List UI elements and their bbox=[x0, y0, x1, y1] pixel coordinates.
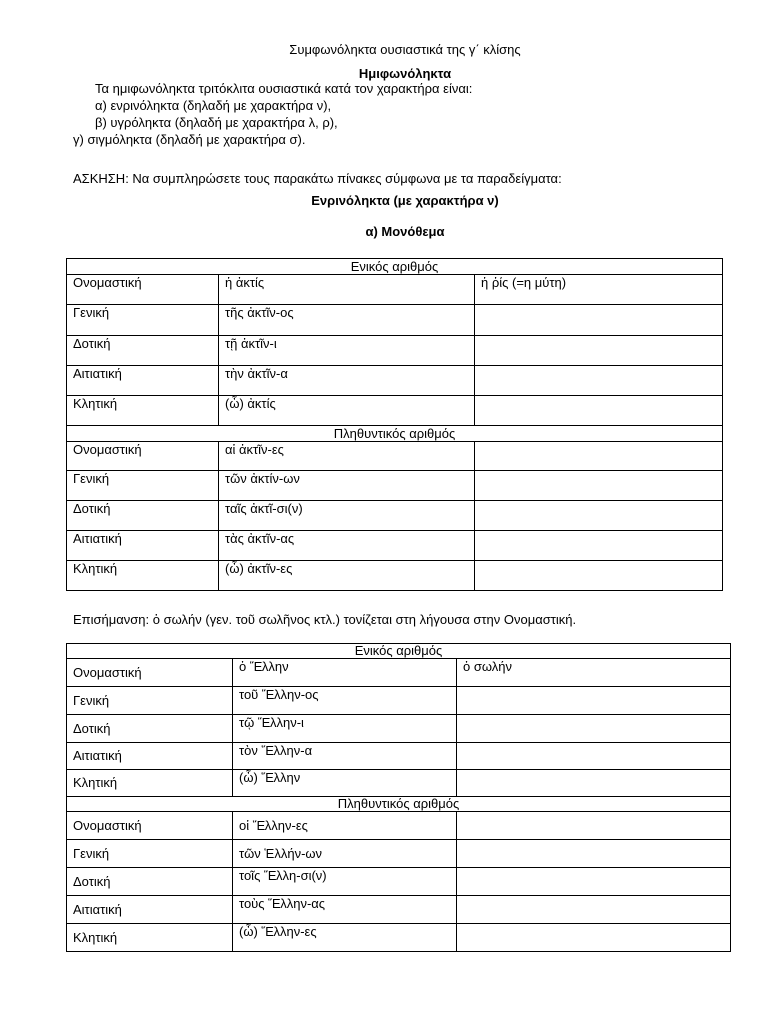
case-label: Δοτική bbox=[67, 501, 219, 531]
case-label: Γενική bbox=[67, 687, 233, 715]
exercise-instruction: ΑΣΚΗΣΗ: Να συμπληρώσετε τους παρακάτω πίνακες σύμφωνα με τα παραδείγματα: bbox=[73, 171, 562, 186]
example-form: ταῖς ἀκτῖ-σι(ν) bbox=[219, 501, 475, 531]
exercise-cell[interactable] bbox=[457, 770, 731, 797]
exercise-cell[interactable] bbox=[475, 561, 723, 591]
exercise-cell[interactable] bbox=[457, 743, 731, 770]
exercise-cell[interactable] bbox=[475, 396, 723, 426]
example-form: ἡ ἀκτίς bbox=[219, 275, 475, 305]
example-form: τῶν ἀκτίν-ων bbox=[219, 471, 475, 501]
example-form: τοὺς Ἕλλην-ας bbox=[233, 896, 457, 924]
exercise-cell[interactable] bbox=[457, 896, 731, 924]
exercise-cell[interactable] bbox=[457, 715, 731, 743]
case-label: Δοτική bbox=[67, 336, 219, 366]
case-label: Κλητική bbox=[67, 924, 233, 952]
list-item-nasal: α) ενρινόληκτα (δηλαδή με χαρακτήρα ν), bbox=[95, 98, 332, 113]
singular-header: Ενικός αριθμός bbox=[67, 259, 723, 275]
example-form: τὸν Ἕλλην-α bbox=[233, 743, 457, 770]
case-label: Αιτιατική bbox=[67, 531, 219, 561]
case-label: Κλητική bbox=[67, 770, 233, 797]
example-form: τῶν Ἑλλήν-ων bbox=[233, 840, 457, 868]
case-label: Κλητική bbox=[67, 396, 219, 426]
section-heading-nasal: Ενρινόληκτα (με χαρακτήρα ν) bbox=[311, 193, 499, 208]
example-form: (ὦ) ἀκτίς bbox=[219, 396, 475, 426]
exercise-cell[interactable]: ὁ σωλήν bbox=[457, 659, 731, 687]
case-label: Ονομαστική bbox=[67, 659, 233, 687]
case-label: Αιτιατική bbox=[67, 896, 233, 924]
case-label: Ονομαστική bbox=[67, 812, 233, 840]
case-label: Ονομαστική bbox=[67, 442, 219, 471]
example-form: (ὦ) ἀκτῖν-ες bbox=[219, 561, 475, 591]
exercise-cell[interactable] bbox=[475, 501, 723, 531]
exercise-cell[interactable]: ἡ ῥίς (=η μύτη) bbox=[475, 275, 723, 305]
exercise-cell[interactable] bbox=[457, 840, 731, 868]
document-title: Συμφωνόληκτα ουσιαστικά της γ΄ κλίσης bbox=[289, 42, 521, 57]
exercise-cell[interactable] bbox=[475, 336, 723, 366]
subsection-heading-monothematic: α) Μονόθεμα bbox=[365, 224, 445, 239]
exercise-cell[interactable] bbox=[475, 305, 723, 336]
example-form: ὁ Ἕλλην bbox=[233, 659, 457, 687]
case-label: Γενική bbox=[67, 471, 219, 501]
plural-header: Πληθυντικός αριθμός bbox=[67, 797, 731, 812]
plural-header: Πληθυντικός αριθμός bbox=[67, 426, 723, 442]
note-remark: Επισήμανση: ὁ σωλήν (γεν. τοῦ σωλῆνος κτλ.) τονίζεται στη λήγουσα στην Ονομαστική. bbox=[73, 612, 577, 627]
example-form: τοῦ Ἕλλην-ος bbox=[233, 687, 457, 715]
example-form: (ὦ) Ἕλλην bbox=[233, 770, 457, 797]
example-form: τῆς ἀκτῖν-ος bbox=[219, 305, 475, 336]
case-label: Κλητική bbox=[67, 561, 219, 591]
example-form: τοῖς Ἕλλη-σι(ν) bbox=[233, 868, 457, 896]
case-label: Αιτιατική bbox=[67, 366, 219, 396]
example-form: (ὦ) Ἕλλην-ες bbox=[233, 924, 457, 952]
case-label: Ονομαστική bbox=[67, 275, 219, 305]
exercise-cell[interactable] bbox=[475, 442, 723, 471]
case-label: Αιτιατική bbox=[67, 743, 233, 770]
declension-table-hellen bbox=[66, 643, 731, 952]
exercise-cell[interactable] bbox=[475, 531, 723, 561]
section-heading-hemiphonic: Ημιφωνόληκτα bbox=[358, 66, 452, 81]
case-label: Δοτική bbox=[67, 715, 233, 743]
case-label: Γενική bbox=[67, 840, 233, 868]
list-item-liquid: β) υγρόληκτα (δηλαδή με χαρακτήρα λ, ρ), bbox=[95, 115, 338, 130]
case-label: Γενική bbox=[67, 305, 219, 336]
case-label: Δοτική bbox=[67, 868, 233, 896]
example-form: οἱ Ἕλλην-ες bbox=[233, 812, 457, 840]
example-form: τῇ ἀκτῖν-ι bbox=[219, 336, 475, 366]
exercise-cell[interactable] bbox=[457, 924, 731, 952]
example-form: τὴν ἀκτῖν-α bbox=[219, 366, 475, 396]
exercise-cell[interactable] bbox=[457, 868, 731, 896]
example-form: αἱ ἀκτῖν-ες bbox=[219, 442, 475, 471]
exercise-cell[interactable] bbox=[475, 366, 723, 396]
intro-paragraph: Τα ημιφωνόληκτα τριτόκλιτα ουσιαστικά κατά τον χαρακτήρα είναι: bbox=[95, 81, 473, 96]
example-form: τῷ Ἕλλην-ι bbox=[233, 715, 457, 743]
list-item-sigma: γ) σιγμόληκτα (δηλαδή με χαρακτήρα σ). bbox=[73, 132, 306, 147]
exercise-cell[interactable] bbox=[475, 471, 723, 501]
declension-table-aktis bbox=[66, 258, 723, 591]
exercise-cell[interactable] bbox=[457, 812, 731, 840]
example-form: τὰς ἀκτῖν-ας bbox=[219, 531, 475, 561]
exercise-cell[interactable] bbox=[457, 687, 731, 715]
singular-header: Ενικός αριθμός bbox=[67, 644, 731, 659]
